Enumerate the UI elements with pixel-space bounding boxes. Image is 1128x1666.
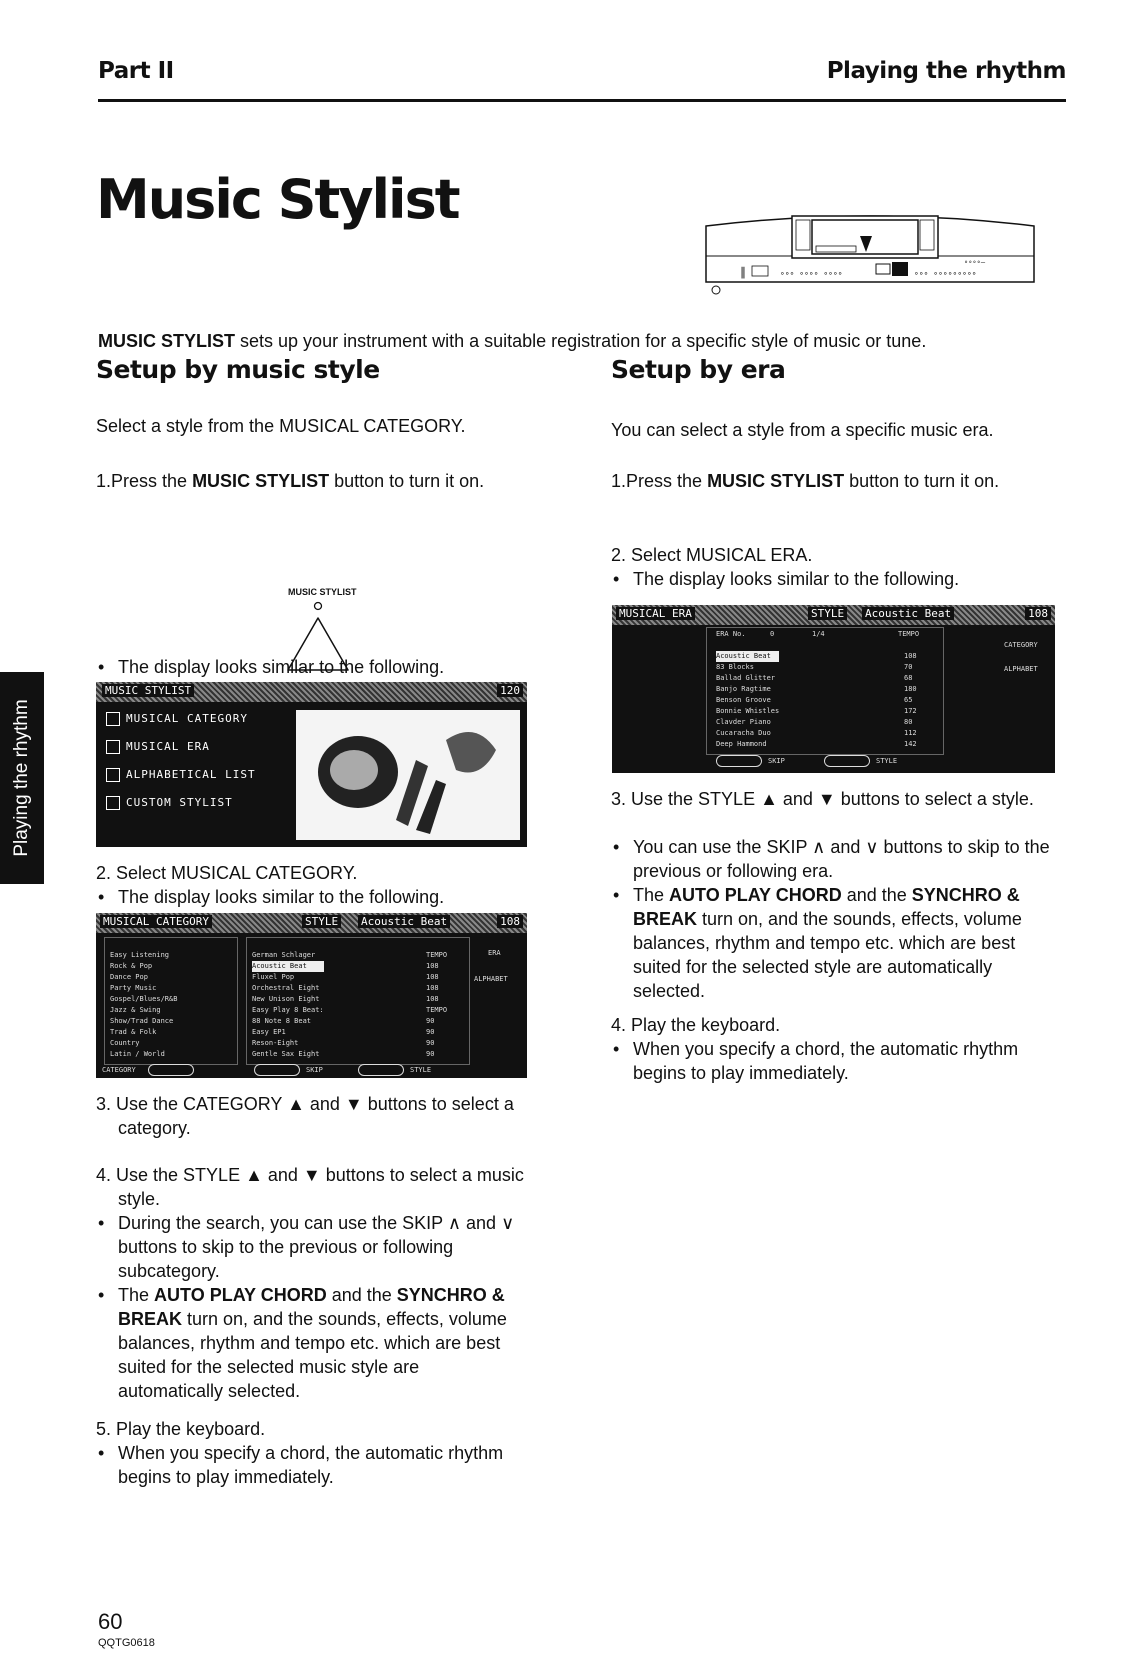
screen3-skip-button <box>716 755 762 767</box>
screen3-skip-label: SKIP <box>768 757 785 765</box>
screen2-style-name: Acoustic Beat <box>358 915 450 928</box>
right-bullet-display: • The display looks similar to the following. <box>611 567 1066 591</box>
left-bullet-chord: • When you specify a chord, the automatic rhythm begins to play immediately. <box>96 1441 526 1489</box>
screen3-alphabet-label: ALPHABET <box>1004 665 1038 673</box>
screen1-counter: 120 <box>497 684 523 697</box>
screen3-tempos: 108 70 68 180 65 172 80 112 142 <box>904 652 917 748</box>
left-bullet-display-2: • The display looks similar to the following. <box>96 885 526 909</box>
menu-musical-era: MUSICAL ERA <box>106 740 210 754</box>
right-step-3: 3. Use the STYLE ▲ and ▼ buttons to select a style. <box>611 789 1034 809</box>
right-bullet-auto: • The AUTO PLAY CHORD and the SYNCHRO & BREAK turn on, and the sounds, effects, volume balances, rhythm and tempo etc. which are best suited for the selected style are automatically selected. <box>611 883 1066 1003</box>
screen3-titlebar <box>612 605 1055 625</box>
left-step-4: 4. Use the STYLE ▲ and ▼ buttons to select a music style. <box>96 1165 524 1209</box>
svg-text:∘∘∘∘—: ∘∘∘∘— <box>964 258 986 266</box>
page-header <box>98 58 1066 102</box>
left-step-2: 2. Select MUSICAL CATEGORY. <box>96 863 358 883</box>
screen-music-stylist <box>96 682 527 847</box>
heading-setup-by-style: Setup by music style <box>96 355 380 384</box>
menu-custom-stylist: CUSTOM STYLIST <box>106 796 233 810</box>
left-bullet-display-1: • The display looks similar to the following. <box>96 655 526 679</box>
screen2-style-tag: STYLE <box>302 915 341 928</box>
music-stylist-button-label: MUSIC STYLIST <box>288 587 357 597</box>
screen2-alphabet-label: ALPHABET <box>474 975 508 983</box>
screen-musical-category <box>96 913 527 1078</box>
menu-musical-category: MUSICAL CATEGORY <box>106 712 248 726</box>
left-step-5: 5. Play the keyboard. <box>96 1419 266 1439</box>
musician-illustration <box>296 710 520 840</box>
screen2-category-button <box>148 1064 194 1076</box>
right-step-4: 4. Play the keyboard. <box>611 1015 781 1035</box>
screen1-titlebar <box>96 682 527 702</box>
screen-musical-era <box>612 605 1055 773</box>
page-title: Music Stylist <box>96 168 459 231</box>
left-step-3: 3. Use the CATEGORY ▲ and ▼ buttons to select a category. <box>96 1094 514 1138</box>
screen3-style-tag: STYLE <box>808 607 847 620</box>
screen2-skip-button <box>254 1064 300 1076</box>
screen2-era-label: ERA <box>488 949 501 957</box>
screen2-titlebar <box>96 913 527 933</box>
keyboard-panel-illustration <box>700 212 1040 308</box>
screen3-era-value: 0 <box>770 630 775 638</box>
svg-text:∥: ∥ <box>740 265 746 279</box>
screen3-styles: Acoustic Beat 83 Blocks Ballad Glitter Banjo Ragtime Benson Groove Bonnie Whistles Clavder Piano Cucaracha Duo Deep Hammond <box>716 652 780 748</box>
left-bullet-skip: • During the search, you can use the SKIP ∧ and ∨ buttons to skip to the previous or following subcategory. <box>96 1211 526 1283</box>
right-bullet-chord: • When you specify a chord, the automatic rhythm begins to play immediately. <box>611 1037 1066 1085</box>
screen3-style-name: Acoustic Beat <box>862 607 954 620</box>
screen3-style-label: STYLE <box>876 757 898 765</box>
right-step-2: 2. Select MUSICAL ERA. <box>611 545 813 565</box>
screen2-skip-label: SKIP <box>306 1066 323 1074</box>
left-bullet-auto: • The AUTO PLAY CHORD and the SYNCHRO & BREAK turn on, and the sounds, effects, volume balances, rhythm and tempo etc. which are best suited for the selected music style are automatically selected. <box>96 1283 526 1403</box>
screen2-style-label: STYLE <box>410 1066 432 1074</box>
screen3-style-button <box>824 755 870 767</box>
screen2-title: MUSICAL CATEGORY <box>100 915 212 928</box>
screen2-counter: 108 <box>497 915 523 928</box>
screen3-era-number: ERA No. <box>716 630 746 638</box>
screen2-category-label: CATEGORY <box>102 1066 136 1074</box>
screen2-tempos: TEMPO 108 108 108 108 TEMPO 90 90 90 90 <box>426 951 448 1058</box>
right-bullet-skip: • You can use the SKIP ∧ and ∨ buttons to skip to the previous or following era. <box>611 835 1066 883</box>
screen2-style-button <box>358 1064 404 1076</box>
screen2-styles: German Schlager Acoustic Beat Fluxel Pop Orchestral Eight New Unison Eight Easy Play 8 Beat: 88 Note 8 Beat Easy EP1 Reson-Eight Gentle Sax Eight <box>252 951 324 1058</box>
header-section: Playing the rhythm <box>826 58 1066 84</box>
menu-alphabetical-list: ALPHABETICAL LIST <box>106 768 256 782</box>
svg-text:∘∘∘ ∘∘∘∘ ∘∘∘∘: ∘∘∘ ∘∘∘∘ ∘∘∘∘ <box>780 269 843 278</box>
right-step-1: 1.Press the MUSIC STYLIST button to turn it on. <box>611 471 1000 491</box>
svg-text:∘∘∘ ∘∘∘∘∘∘∘∘∘: ∘∘∘ ∘∘∘∘∘∘∘∘∘ <box>914 269 977 278</box>
screen2-categories: Easy Listening Rock & Pop Dance Pop Party Music Gospel/Blues/R&B Jazz & Swing Show/Trad Dance Trad & Folk Country Latin / World <box>110 951 178 1058</box>
page-number: 60 <box>98 1609 123 1634</box>
heading-setup-by-era: Setup by era <box>611 355 786 384</box>
intro-text: MUSIC STYLIST sets up your instrument with a suitable registration for a specific style of music or tune. <box>98 331 927 351</box>
screen3-tempo-header: TEMPO <box>898 630 920 638</box>
left-step-1: 1.Press the MUSIC STYLIST button to turn it on. <box>96 471 485 491</box>
left-lead: Select a style from the MUSICAL CATEGORY. <box>96 416 466 436</box>
document-code: QQTG0618 <box>98 1637 155 1649</box>
right-lead: You can select a style from a specific music era. <box>611 420 994 440</box>
screen3-category-label: CATEGORY <box>1004 641 1038 649</box>
screen3-title: MUSICAL ERA <box>616 607 695 620</box>
screen1-title: MUSIC STYLIST <box>102 684 194 697</box>
side-tab: Playing the rhythm <box>0 672 44 884</box>
screen3-era-page: 1/4 <box>812 630 825 638</box>
screen3-counter: 108 <box>1025 607 1051 620</box>
header-part: Part II <box>98 58 174 84</box>
